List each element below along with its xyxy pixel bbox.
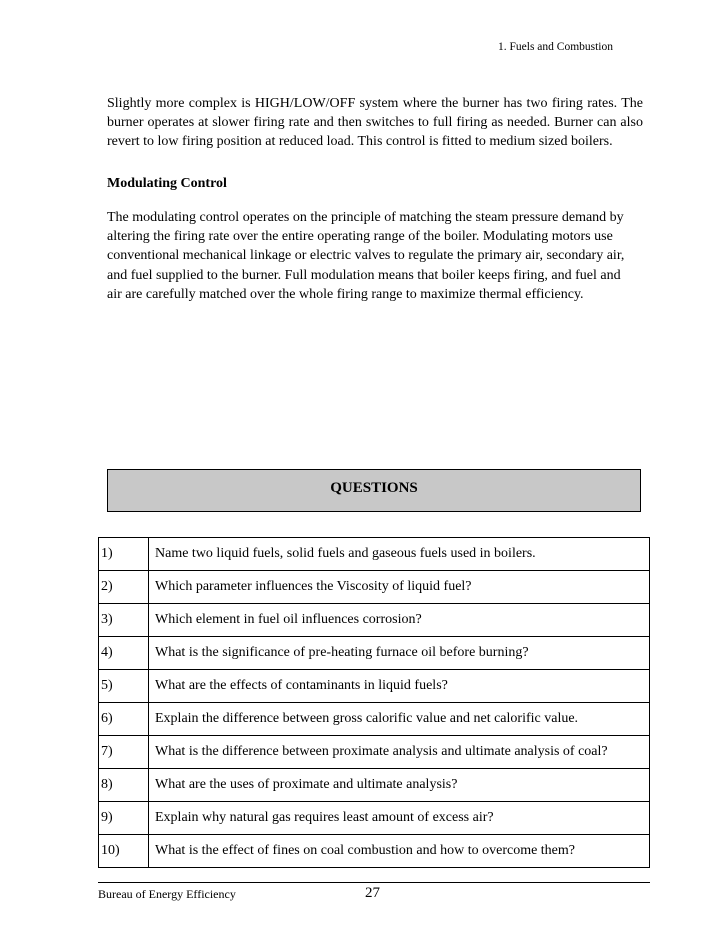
question-number: 1) <box>99 538 149 571</box>
paragraph-modulating-control <box>107 208 655 304</box>
question-text: What are the uses of proximate and ultimate analysis? <box>149 769 650 802</box>
table-row <box>99 571 650 604</box>
question-number: 7) <box>99 736 149 769</box>
paragraph-high-low-off: Slightly more complex is HIGH/LOW/OFF system where the burner has two firing rates. The burner operates at slower firing rate and then switches to full firing as needed. Burner can also revert to low firing position at reduced load. This control is fitted to medium sized boilers. <box>107 96 643 150</box>
chapter-header: 1. Fuels and Combustion <box>498 41 614 53</box>
question-number: 8) <box>99 769 149 802</box>
question-number: 2) <box>99 571 149 604</box>
paragraph-line: and fuel supplied to the burner. Full modulation means that boiler keeps firing, and fuel and <box>107 267 621 283</box>
page-number: 27 <box>365 885 380 901</box>
table-row <box>99 637 650 670</box>
table-row <box>99 703 650 736</box>
table-row <box>99 769 650 802</box>
question-text: What is the difference between proximate analysis and ultimate analysis of coal? <box>149 736 650 769</box>
table-row <box>99 604 650 637</box>
questions-table <box>98 537 650 868</box>
table-row <box>99 835 650 868</box>
question-text: What is the effect of fines on coal combustion and how to overcome them? <box>149 835 650 868</box>
footer-publisher: Bureau of Energy Efficiency <box>98 887 236 901</box>
question-text: What are the effects of contaminants in liquid fuels? <box>149 670 650 703</box>
question-text: Explain why natural gas requires least amount of excess air? <box>149 802 650 835</box>
paragraph-line: conventional mechanical linkage or electric valves to regulate the primary air, secondary air, <box>107 248 625 264</box>
question-text: Name two liquid fuels, solid fuels and gaseous fuels used in boilers. <box>149 538 650 571</box>
questions-title-box <box>107 469 641 512</box>
question-number: 3) <box>99 604 149 637</box>
table-row <box>99 670 650 703</box>
question-number: 4) <box>99 637 149 670</box>
section-heading: Modulating Control <box>107 176 227 191</box>
question-text: Which element in fuel oil influences corrosion? <box>149 604 650 637</box>
questions-title: QUESTIONS <box>330 480 418 496</box>
paragraph-line: altering the firing rate over the entire operating range of the boiler. Modulating motors use <box>107 229 613 245</box>
question-text: Which parameter influences the Viscosity of liquid fuel? <box>149 571 650 604</box>
question-text: What is the significance of pre-heating furnace oil before burning? <box>149 637 650 670</box>
question-number: 5) <box>99 670 149 703</box>
question-text: Explain the difference between gross calorific value and net calorific value. <box>149 703 650 736</box>
paragraph-line: air are carefully matched over the whole firing range to maximize thermal efficiency. <box>107 286 584 302</box>
paragraph-line: The modulating control operates on the principle of matching the steam pressure demand by <box>107 210 624 225</box>
table-row <box>99 802 650 835</box>
question-number: 6) <box>99 703 149 736</box>
footer-divider <box>98 882 650 883</box>
question-number: 10) <box>99 835 149 868</box>
table-row <box>99 538 650 571</box>
table-row <box>99 736 650 769</box>
question-number: 9) <box>99 802 149 835</box>
